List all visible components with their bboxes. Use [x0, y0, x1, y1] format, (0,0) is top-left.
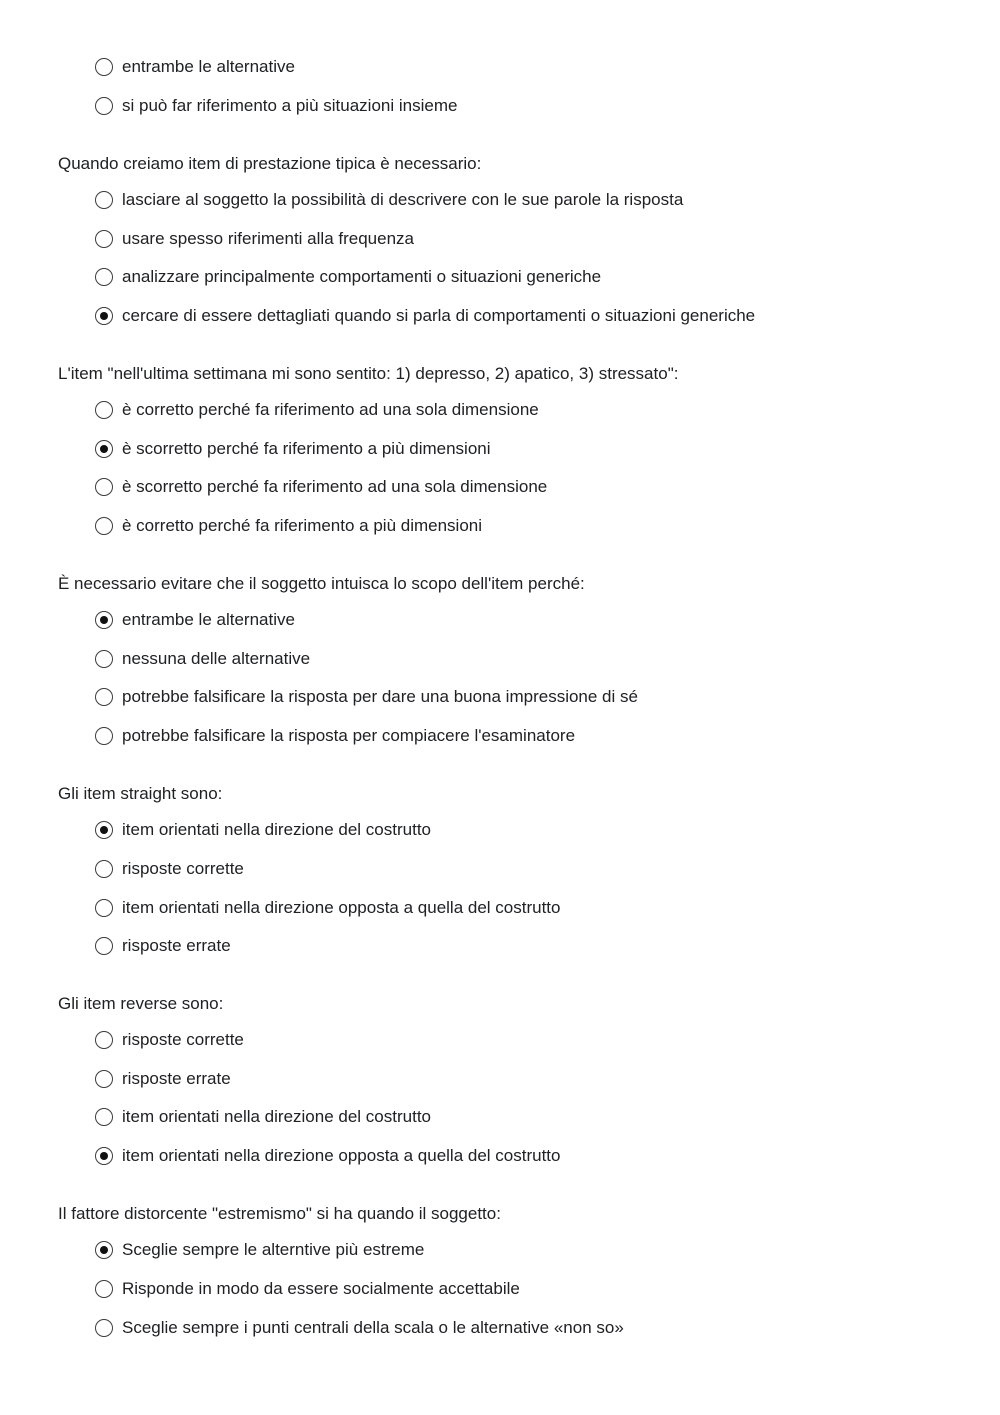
question-1-option-4[interactable] — [95, 304, 755, 328]
question-6-text: Il fattore distorcente "estremismo" si ha quando il soggetto: — [58, 1204, 501, 1223]
radio-button[interactable] — [95, 650, 113, 668]
radio-button[interactable] — [95, 821, 113, 839]
question-1-text: Quando creiamo item di prestazione tipica è necessario: — [58, 154, 482, 173]
question-2-option-3[interactable] — [95, 475, 547, 499]
radio-button[interactable] — [95, 1070, 113, 1088]
radio-button[interactable] — [95, 401, 113, 419]
option-label: entrambe le alternative — [122, 57, 295, 76]
radio-button[interactable] — [95, 58, 113, 76]
option-label: potrebbe falsificare la risposta per dare una buona impressione di sé — [122, 687, 638, 706]
radio-button[interactable] — [95, 727, 113, 745]
option-label: Risponde in modo da essere socialmente accettabile — [122, 1279, 520, 1298]
radio-button[interactable] — [95, 611, 113, 629]
radio-button[interactable] — [95, 1031, 113, 1049]
question-2-option-4[interactable] — [95, 514, 482, 538]
option-label: Sceglie sempre le alterntive più estreme — [122, 1240, 425, 1259]
radio-button[interactable] — [95, 899, 113, 917]
question-5-option-2[interactable] — [95, 1067, 231, 1091]
option-label: Sceglie sempre i punti centrali della scala o le alternative «non so» — [122, 1318, 624, 1337]
question-4-option-4[interactable] — [95, 934, 231, 958]
radio-button[interactable] — [95, 517, 113, 535]
question-4-option-2[interactable] — [95, 857, 244, 881]
radio-button[interactable] — [95, 1319, 113, 1337]
option-label: lasciare al soggetto la possibilità di descrivere con le sue parole la risposta — [122, 190, 684, 209]
question-5-option-4[interactable] — [95, 1144, 561, 1168]
option-label: risposte corrette — [122, 859, 244, 878]
question-4-text: Gli item straight sono: — [58, 784, 223, 803]
radio-button[interactable] — [95, 268, 113, 286]
option-label: analizzare principalmente comportamenti o situazioni generiche — [122, 267, 602, 286]
radio-button[interactable] — [95, 307, 113, 325]
question-2-text: L'item "nell'ultima settimana mi sono sentito: 1) depresso, 2) apatico, 3) stressato": — [58, 364, 679, 383]
question-4-option-1[interactable] — [95, 818, 431, 842]
option-label: nessuna delle alternative — [122, 649, 311, 668]
radio-button[interactable] — [95, 478, 113, 496]
option-label: entrambe le alternative — [122, 610, 295, 629]
radio-button[interactable] — [95, 937, 113, 955]
option-label: risposte errate — [122, 1069, 231, 1088]
question-6-option-1[interactable] — [95, 1238, 424, 1262]
question-3-option-1[interactable] — [95, 608, 295, 632]
radio-button[interactable] — [95, 860, 113, 878]
question-5-option-1[interactable] — [95, 1028, 244, 1052]
radio-button[interactable] — [95, 230, 113, 248]
intro-option-1[interactable] — [95, 55, 295, 79]
question-4-option-3[interactable] — [95, 896, 561, 920]
option-label: è corretto perché fa riferimento ad una sola dimensione — [122, 400, 539, 419]
question-5-text: Gli item reverse sono: — [58, 994, 224, 1013]
question-3-option-4[interactable] — [95, 724, 575, 748]
question-2-option-1[interactable] — [95, 398, 539, 422]
option-label: è scorretto perché fa riferimento a più dimensioni — [122, 439, 491, 458]
question-6-option-3[interactable] — [95, 1316, 624, 1340]
question-3-option-2[interactable] — [95, 647, 310, 671]
option-label: item orientati nella direzione del costrutto — [122, 820, 431, 839]
option-label: item orientati nella direzione opposta a quella del costrutto — [122, 1146, 561, 1165]
radio-button[interactable] — [95, 1108, 113, 1126]
question-1-option-3[interactable] — [95, 265, 601, 289]
radio-button[interactable] — [95, 1147, 113, 1165]
question-1-option-1[interactable] — [95, 188, 683, 212]
question-3-text: È necessario evitare che il soggetto intuisca lo scopo dell'item perché: — [58, 574, 585, 593]
option-label: item orientati nella direzione opposta a quella del costrutto — [122, 898, 561, 917]
question-5-option-3[interactable] — [95, 1105, 431, 1129]
radio-button[interactable] — [95, 1241, 113, 1259]
question-1-option-2[interactable] — [95, 227, 414, 251]
radio-button[interactable] — [95, 688, 113, 706]
question-2-option-2[interactable] — [95, 437, 491, 461]
option-label: risposte errate — [122, 936, 231, 955]
option-label: è corretto perché fa riferimento a più dimensioni — [122, 516, 483, 535]
radio-button[interactable] — [95, 97, 113, 115]
question-3-option-3[interactable] — [95, 685, 638, 709]
option-label: è scorretto perché fa riferimento ad una sola dimensione — [122, 477, 548, 496]
radio-button[interactable] — [95, 440, 113, 458]
radio-button[interactable] — [95, 1280, 113, 1298]
radio-button[interactable] — [95, 191, 113, 209]
option-label: cercare di essere dettagliati quando si parla di comportamenti o situazioni generiche — [122, 306, 756, 325]
intro-option-2[interactable] — [95, 94, 457, 118]
option-label: si può far riferimento a più situazioni insieme — [122, 96, 458, 115]
option-label: item orientati nella direzione del costrutto — [122, 1107, 431, 1126]
option-label: potrebbe falsificare la risposta per compiacere l'esaminatore — [122, 726, 576, 745]
question-6-option-2[interactable] — [95, 1277, 520, 1301]
option-label: risposte corrette — [122, 1030, 244, 1049]
option-label: usare spesso riferimenti alla frequenza — [122, 229, 414, 248]
